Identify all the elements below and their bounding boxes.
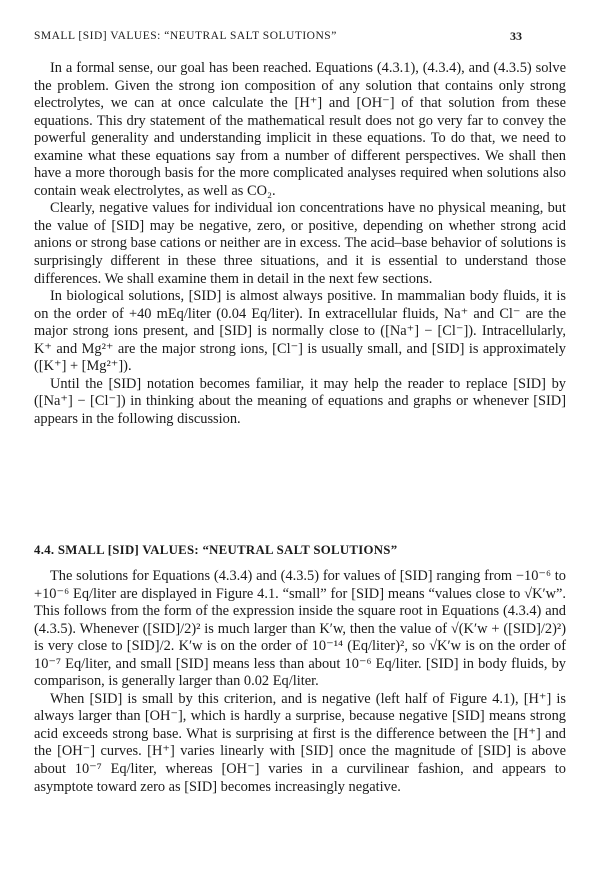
section-heading: 4.4. SMALL [SID] VALUES: “NEUTRAL SALT SOLUTIONS” xyxy=(34,543,398,557)
running-head: SMALL [SID] VALUES: “NEUTRAL SALT SOLUTIONS” xyxy=(34,30,337,42)
paragraph: When [SID] is small by this criterion, and is negative (left half of Figure 4.1), [H⁺] is always larger than [OH⁻], which is hardly a surprise, because negative [SID] means strong acid exceeds strong base. What is surprising at first is the difference between the [H⁺] and the [OH⁻] curves. [H⁺] varies linearly with [SID] once the magnitude of [SID] is above about 10⁻⁷ Eq/liter, whereas [OH⁻] varies in a curvilinear fashion, and appears to asymptote toward zero as [SID] becomes increasingly negative. xyxy=(34,690,566,795)
paragraph: Clearly, negative values for individual ion concentrations have no physical meaning, but the value of [SID] may be negative, zero, or positive, depending on whether strong acid anions or strong base cations or neither are in excess. The acid–base behavior of solutions is surprisingly different in these three situations, and it is essential to understand those differences. We shall examine them in detail in the next few sections. xyxy=(34,200,566,287)
page-number: 33 xyxy=(510,29,522,43)
paragraph: In a formal sense, our goal has been reached. Equations (4.3.1), (4.3.4), and (4.3.5) solve the problem. Given the strong ion composition of any solution that contains only strong electrolytes, we can at once calculate the [H⁺] and [OH⁻] of that solution from these equations. This dry statement of the mathematical result does not go very far to convey the powerful generality and understanding implicit in these equations. To do that, we need to examine what these equations say from a number of different perspectives. We shall then have a more thorough basis for the more complicated analyses required when solutions also contain weak electrolytes, as well as CO₂. xyxy=(34,60,566,199)
paragraph: Until the [SID] notation becomes familiar, it may help the reader to replace [SID] by ([Na⁺] − [Cl⁻]) in thinking about the meaning of equations and graphs or whenever [SID] appears in the following discussion. xyxy=(34,375,566,427)
paragraph: The solutions for Equations (4.3.4) and (4.3.5) for values of [SID] ranging from −10⁻⁶ to +10⁻⁶ Eq/liter are displayed in Figure 4.1. “small” for [SID] means “values close to √K′w”. This follows from the form of the expression inside the square root in Equations (4.3.4) and (4.3.5). Whenever ([SID]/2)² is much larger than K′w, then the value of √(K′w + ([SID]/2)²) is very close to [SID]/2. K′w is on the order of 10⁻¹⁴ (Eq/liter)², so √K′w is on the order of 10⁻⁷ Eq/liter, and small [SID] means less than about 10⁻⁶ Eq/liter. [SID] in body fluids, by comparison, is generally larger than 0.02 Eq/liter. xyxy=(34,568,566,690)
section-body-text xyxy=(34,568,566,796)
paragraph: In biological solutions, [SID] is almost always positive. In mammalian body fluids, it is on the order of +40 mEq/liter (0.04 Eq/liter). In extracellular fluids, Na⁺ and Cl⁻ are the major strong ions present, and [SID] is normally close to ([Na⁺] − [Cl⁻]). Intracellularly, K⁺ and Mg²⁺ are the major strong ions, [Cl⁻] is usually small, and [SID] is approximately ([K⁺] + [Mg²⁺]). xyxy=(34,288,566,375)
body-text xyxy=(34,60,566,428)
